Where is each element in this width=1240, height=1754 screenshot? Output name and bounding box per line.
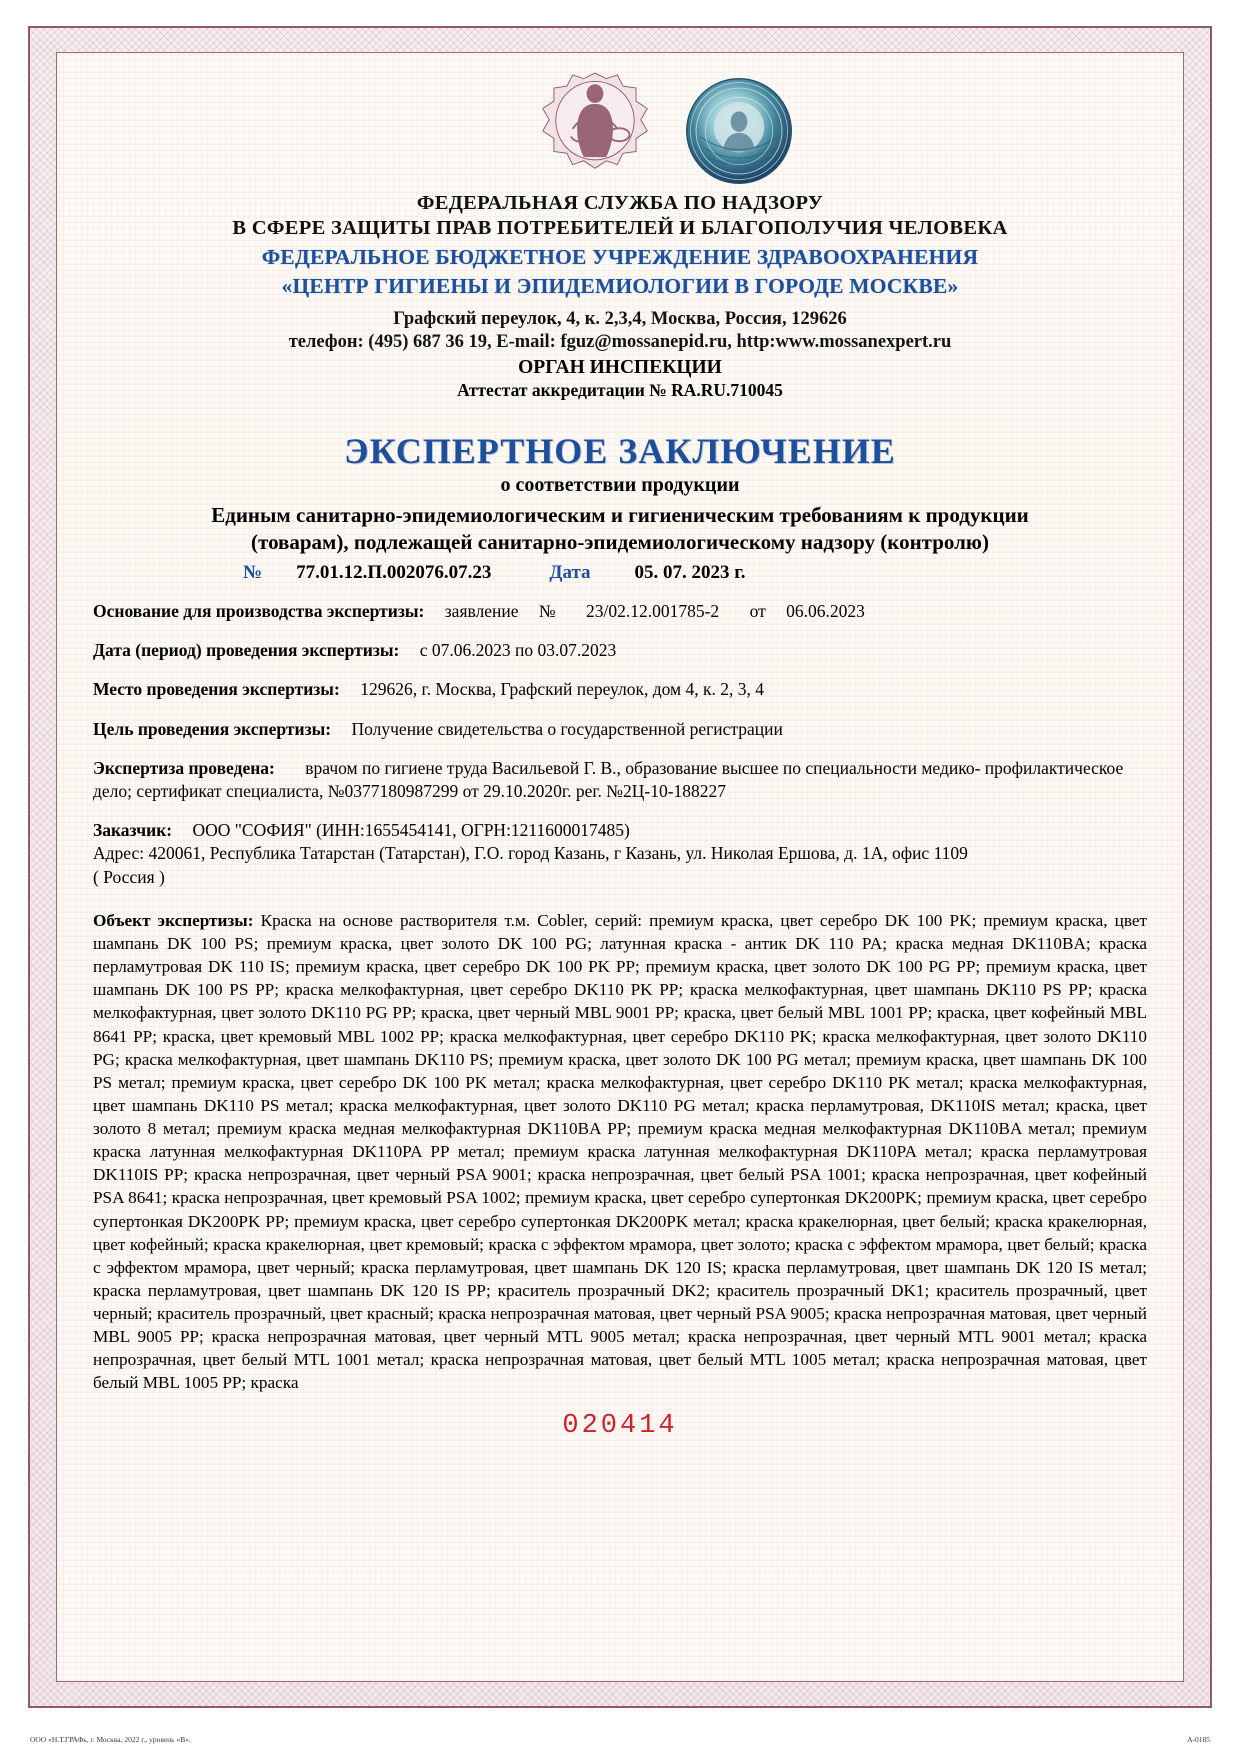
field-customer-address-label: Адрес: — [93, 843, 145, 864]
decorative-border-inner — [56, 52, 1184, 1682]
number-date-row — [93, 562, 1147, 584]
header-address: Графский переулок, 4, к. 2,3,4, Москва, Россия, 129626 — [393, 309, 847, 330]
field-basis-number-label: № — [538, 601, 556, 622]
page-title: ЭКСПЕРТНОЕ ЗАКЛЮЧЕНИЕ — [344, 430, 896, 471]
holographic-seal-icon — [683, 75, 795, 187]
page-footer — [30, 1735, 1210, 1744]
field-customer-value: ООО "СОФИЯ" (ИНН:1655454141, ОГРН:1211600017485) — [192, 820, 630, 841]
decorative-border-outer — [28, 26, 1212, 1708]
emblem-row — [93, 63, 1147, 191]
date-value: 05. 07. 2023 г. — [634, 562, 746, 584]
header-line-2: В СФЕРЕ ЗАЩИТЫ ПРАВ ПОТРЕБИТЕЛЕЙ И БЛАГОПОЛУЧИЯ ЧЕЛОВЕКА — [232, 217, 1008, 239]
date-label: Дата — [549, 562, 591, 584]
page-subtitle: о соответствии продукции — [500, 473, 740, 496]
field-customer-label: Заказчик: — [93, 820, 173, 841]
field-basis-from-label: от — [749, 601, 766, 622]
field-conducted-value-line-2: профилактическое дело; сертификат специалиста, №0377180987299 от 29.10.2020г. рег. №2Ц-10-188227 — [93, 757, 1124, 801]
field-object-label: Объект экспертизы: — [93, 910, 254, 930]
field-customer-address-value: 420061, Республика Татарстан (Татарстан), Г.О. город Казань, г Казань, ул. Николая Ершова, д. 1А, офис 1109 — [148, 843, 968, 864]
field-object-value: Краска на основе растворителя т.м. Cobler, серий: премиум краска, цвет серебро DK 100 PK; премиум краска, цвет шампань DK 100 PS; премиум краска, цвет золото DK 100 PG; латунная краска - антик DK 110 PA; краска медная DK110BA; краска перламутровая DK 110 IS; премиум краска, цвет серебро DK 100 PK PP; премиум краска, цвет золото DK 100 PG PP; премиум краска, цвет шампань DK 100 PS PP; краска мелкофактурная, цвет серебро DK110 PK PP; краска мелкофактурная, цвет шампань DK110 PS PP; краска мелкофактурная, цвет золото DK110 PG PP; краска, цвет черный MBL 9001 PP; краска, цвет белый MBL 1001 PP; краска, цвет кофейный MBL 8641 PP; краска, цвет кремовый MBL 1002 PP; краска мелкофактурная, цвет серебро DK110 PK; краска мелкофактурная, цвет золото DK110 PG; краска мелкофактурная, цвет шампань DK110 PS; премиум краска, цвет золото DK 100 PG метал; премиум краска, цвет шампань DK 100 PS метал; премиум краска, цвет серебро DK 100 PK метал; краска мелкофактурная, цвет серебро DK110 PK метал; краска мелкофактурная, цвет шампань DK110 PS метал; краска мелкофактурная, цвет золото DK110 PG метал; краска перламутровая, DK110IS метал; краска, цвет золото 8 метал; премиум краска медная мелкофактурная DK110BA PP; премиум краска медная мелкофактурная DK110BA метал; премиум краска латунная мелкофактурная DK110PA PP метал; премиум краска латунная мелкофактурная DK110PA метал; краска перламутровая DK110IS PP; краска непрозрачная, цвет черный PSA 9001; краска непрозрачная, цвет белый PSA 1001; краска непрозрачная, цвет кофейный PSA 8641; краска непрозрачная, цвет кремовый PSA 1002; премиум краска, цвет серебро супертонкая DK200PK; премиум краска, цвет серебро супертонкая DK200PK PP; премиум краска, цвет серебро супертонкая DK200PK метал; краска кракелюрная, цвет белый; краска кракелюрная, цвет кофейный; краска кракелюрная, цвет кремовый; краска с эффектом мрамора, цвет золото; краска с эффектом мрамора, цвет белый; краска с эффектом мрамора, цвет черный; краска перламутровая, цвет шампань DK 120 IS; краска перламутровая, цвет шампань DK 120 IS метал; краска перламутровая, цвет шампань DK 120 IS PP; краситель прозрачный DK2; краситель прозрачный DK1; краситель прозрачный, цвет черный; краситель прозрачный, цвет красный; краска непрозрачная матовая, цвет черный PSA 9005; краска непрозрачная матовая, цвет черный MBL 9005 PP; краска непрозрачная матовая, цвет черный MTL 9005 метал; краска непрозрачная, цвет черный MTL 9001 метал; краска непрозрачная, цвет белый MTL 1001 метал; краска непрозрачная матовая, цвет белый MTL 1005 метал; краска непрозрачная матовая, цвет белый MBL 1005 PP; краска — [93, 910, 1148, 1393]
field-period-label: Дата (период) проведения экспертизы: — [93, 640, 400, 661]
field-conducted — [93, 757, 1147, 804]
field-place-label: Место проведения экспертизы: — [93, 679, 340, 700]
field-place — [93, 678, 1147, 701]
document-paper — [57, 53, 1183, 1681]
footer-printer-info: ООО «Н.Т.ГРАФь, г. Москва, 2022 г., уровень «В». — [30, 1735, 191, 1744]
field-conducted-label: Экспертиза проведена: — [93, 757, 275, 778]
serial-number: 020414 — [562, 1410, 678, 1441]
field-basis-value: заявление — [444, 601, 519, 622]
number-label: № — [243, 562, 263, 584]
document-header — [93, 191, 1147, 402]
field-conducted-value-line-1: врачом по гигиене труда Васильевой Г. В., образование высшее по специальности медико- — [305, 757, 981, 778]
title-block — [93, 430, 1147, 557]
field-period-value: с 07.06.2023 по 03.07.2023 — [419, 640, 617, 661]
page-subtitle-line-2: (товарам), подлежащей санитарно-эпидемиологическому надзору (контролю) — [251, 529, 989, 554]
field-basis — [93, 600, 1147, 623]
field-customer-country: ( Россия ) — [93, 866, 165, 887]
field-purpose-label: Цель проведения экспертизы: — [93, 718, 332, 739]
header-line-4: «ЦЕНТР ГИГИЕНЫ И ЭПИДЕМИОЛОГИИ В ГОРОДЕ МОСКВЕ» — [281, 274, 959, 299]
field-period — [93, 639, 1147, 662]
header-line-1: ФЕДЕРАЛЬНАЯ СЛУЖБА ПО НАДЗОРУ — [416, 192, 824, 214]
header-contacts: телефон: (495) 687 36 19, E-mail: fguz@mossanepid.ru, http:www.mossanexpert.ru — [288, 332, 952, 352]
field-basis-label: Основание для производства экспертизы: — [93, 601, 425, 622]
header-attestation: Аттестат аккредитации № RA.RU.710045 — [457, 380, 783, 401]
number-value: 77.01.12.П.002076.07.23 — [296, 562, 492, 584]
header-line-3: ФЕДЕРАЛЬНОЕ БЮДЖЕТНОЕ УЧРЕЖДЕНИЕ ЗДРАВООХРАНЕНИЯ — [261, 245, 979, 269]
page-subtitle-line-1: Единым санитарно-эпидемиологическим и гигиеническим требованиям к продукции — [211, 502, 1029, 527]
field-purpose — [93, 718, 1147, 741]
field-basis-number-value: 23/02.12.001785-2 — [585, 601, 720, 622]
field-customer — [93, 819, 1147, 889]
field-place-value: 129626, г. Москва, Графский переулок, дом 4, к. 2, 3, 4 — [360, 679, 764, 700]
field-basis-from-value: 06.06.2023 — [786, 601, 865, 622]
hygiea-emblem-icon — [539, 71, 651, 189]
field-purpose-value: Получение свидетельства о государственной регистрации — [351, 718, 783, 739]
header-organ: ОРГАН ИНСПЕКЦИИ — [518, 356, 722, 378]
field-object — [93, 909, 1147, 1395]
footer-form-code: А-0185 — [1187, 1735, 1210, 1744]
